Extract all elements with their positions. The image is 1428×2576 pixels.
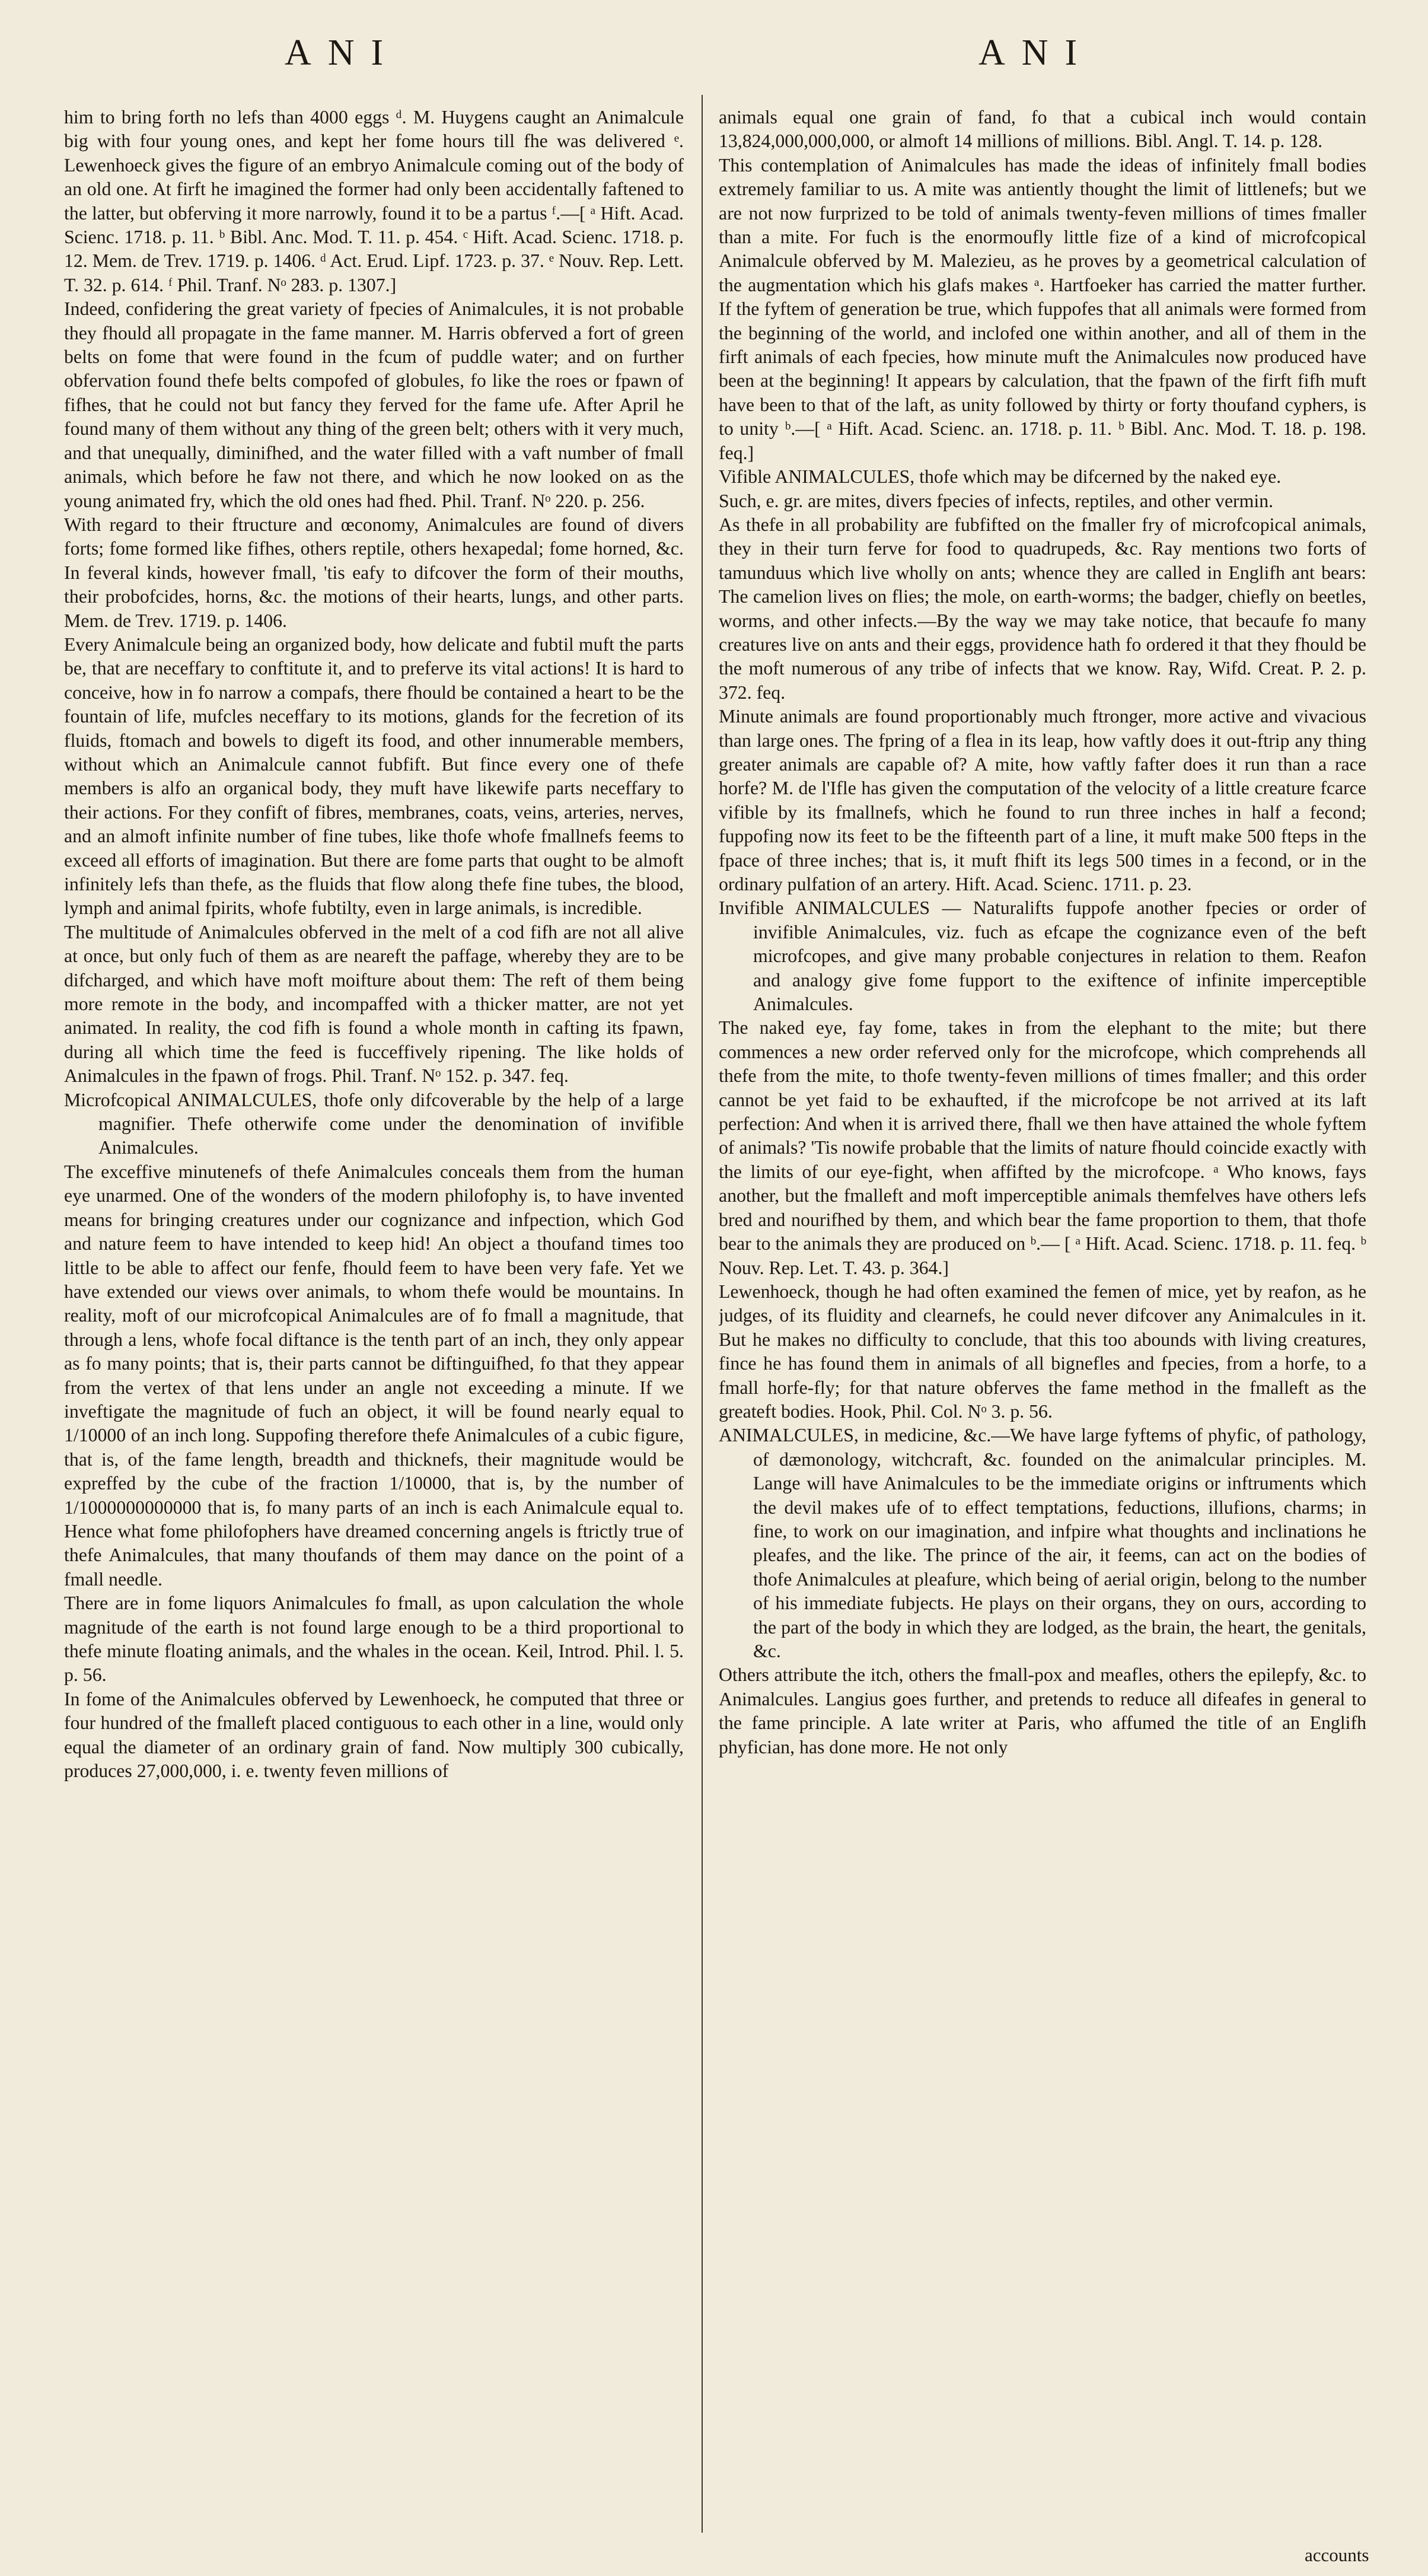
paragraph: There are in fome liquors Animalcules fo fmall, as upon calculation the whole magnitude of the earth is not found large enough to be a third proportional to thefe minute floating animals, and the whales in the ocean. Keil, Introd. Phil. l. 5. p. 56. — [64, 1593, 684, 1686]
paragraph: The naked eye, fay fome, takes in from the elephant to the mite; but there commences a new order referved only for the microfcope, which comprehends all thefe from the mite, to thofe twenty-feven millions of times fmaller; and this order cannot be yet faid to be exhaufted, if the microfcope be not arrived at its laft perfection: And when it is arrived there, fhall we then have attained the whole fyftem of animals? 'Tis nowife probable that the limits of nature fhould coincide exactly with the limits of our eye-fight, when affifted by the microfcope. ᵃ Who knows, fays another, but the fmalleft and moft imperceptible animals themfelves have others lefs bred and nourifhed by them, and which bear the fame proportion to them, that thofe bear to the animals they are produced on ᵇ.— [ ᵃ Hift. Acad. Scienc. 1718. p. 11. feq. ᵇ Nouv. Rep. Let. T. 43. p. 364.] — [719, 1017, 1366, 1278]
left-column — [64, 106, 684, 2549]
paragraph: animals equal one grain of fand, fo that a cubical inch would contain 13,824,000,000,000, or almoft 14 millions of millions. Bibl. Angl. T. 14. p. 128. — [719, 107, 1366, 152]
running-header-right: ANI — [978, 33, 1094, 73]
entry-heading-paragraph: Microfcopical ANIMALCULES, thofe only difcoverable by the help of a large magnifier. Thefe otherwife come under the denomination of invifible Animalcules. — [64, 1089, 684, 1158]
entry-heading-paragraph: ANIMALCULES, in medicine, &c.—We have large fyftems of phyfic, of pathology, of dæmonology, witchcraft, &c. founded on the animalcular principles. M. Lange will have Animalcules to be the immediate origins or inftruments which the devil makes ufe of to effect temptations, feductions, illufions, charms; in fine, to work on our imagination, and infpire what thoughts and inclinations he pleafes, and the like. The prince of the air, it feems, can act on the bodies of thofe Animalcules at pleafure, which being of aerial origin, belong to the number of his immediate fubjects. He plays on their organs, they on ours, according to the part of the body in which they are lodged, as the brain, the heart, the genitals, &c. — [719, 1425, 1366, 1661]
paragraph: Indeed, confidering the great variety of fpecies of Animalcules, it is not probable they fhould all propagate in the fame manner. M. Harris obferved a fort of green belts on fome that were found in the fcum of puddle water; and on further obfervation found thefe belts compofed of globules, fo like the roes or fpawn of fifhes, that he could not but fancy they ferved for the fame ufe. After April he found many of them without any thing of the green belt; others with it very much, and that unequally, diminifhed, and the water filled with a vaft number of fmall animals, which before he faw not there, and which he now looked on as the young animated fry, which the old ones had fhed. Phil. Tranf. Nᵒ 220. p. 256. — [64, 298, 684, 511]
paragraph: Others attribute the itch, others the fmall-pox and meafles, others the epilepfy, &c. to Animalcules. Langius goes further, and pretends to reduce all difeafes in general to the fame principle. A late writer at Paris, who affumed the title of an Englifh phyfician, has done more. He not only — [719, 1664, 1366, 1757]
paragraph: Such, e. gr. are mites, divers fpecies of infects, reptiles, and other vermin. — [719, 490, 1274, 511]
right-column — [719, 106, 1366, 2549]
paragraph: This contemplation of Animalcules has made the ideas of infinitely fmall bodies extremely familiar to us. A mite was antiently thought the limit of littlenefs; but we are not now furprized to be told of animals twenty-feven millions of times fmaller than a mite. For fuch is the enormoufly little fize of a kind of microfcopical Animalcule obferved by M. Malezieu, as he proves by a geometrical calculation of the augmentation which his glafs makes ᵃ. Hartfoeker has carried the matter further. If the fyftem of generation be true, which fuppofes that all animals were formed from the beginning of the world, and inclofed one within another, and all of them in the firft animals of each fpecies, how minute muft the Animalcules now produced have been at the beginning! It appears by calculation, that the fpawn of the firft fifh muft have been to that of the laft, as unity followed by thirty or forty thoufand cyphers, is to unity ᵇ.—[ ᵃ Hift. Acad. Scienc. an. 1718. p. 11. ᵇ Bibl. Anc. Mod. T. 18. p. 198. feq.] — [719, 154, 1366, 463]
paragraph: him to bring forth no lefs than 4000 eggs ᵈ. M. Huygens caught an Animalcule big with four young ones, and kept her fome hours till fhe was delivered ᵉ. Lewenhoeck gives the figure of an embryo Animalcule coming out of the body of an old one. At firft he imagined the former had only been accidentally faftened to the latter, but obferving it more narrowly, found it to be a partus ᶠ.—[ ᵃ Hift. Acad. Scienc. 1718. p. 11. ᵇ Bibl. Anc. Mod. T. 11. p. 454. ᶜ Hift. Acad. Scienc. 1718. p. 12. Mem. de Trev. 1719. p. 1406. ᵈ Act. Erud. Lipf. 1723. p. 37. ᵉ Nouv. Rep. Lett. T. 32. p. 614. ᶠ Phil. Tranf. Nᵒ 283. p. 1307.] — [64, 107, 684, 295]
paragraph: Every Animalcule being an organized body, how delicate and fubtil muft the parts be, that are neceffary to conftitute it, and to preferve its vital actions! It is hard to conceive, how in fo narrow a compafs, there fhould be contained a heart to be the fountain of life, mufcles neceffary to its motions, glands for the fecretion of its fluids, ftomach and bowels to digeft its food, and other innumerable members, without which an Animalcule cannot fubfift. But fince every one of thefe members is alfo an organical body, they muft have likewife parts neceffary to their actions. For they confift of fibres, membranes, coats, veins, arteries, nerves, and an almoft infinite number of fine tubes, like thofe whofe fmallnefs feems to exceed all efforts of imagination. But there are fome parts that ought to be almoft infinitely lefs than thefe, as the fluids that flow along thefe fine tubes, the blood, lymph and animal fpirits, whofe fubtilty, even in large animals, is incredible. — [64, 633, 684, 919]
entry-heading-paragraph: Invifible ANIMALCULES — Naturalifts fuppofe another fpecies or order of invifible Animalcules, viz. fuch as efcape the cognizance even of the beft microfcopes, and give many probable conjectures in relation to them. Reafon and analogy give fome fupport to the exiftence of infinite imperceptible Animalcules. — [719, 897, 1366, 1015]
paragraph: Minute animals are found proportionably much ftronger, more active and vivacious than large ones. The fpring of a flea in its leap, how vaftly does it out-ftrip any thing greater animals are capable of? A mite, how vaftly fafter does it run than a race horfe? M. de l'Ifle has given the computation of the velocity of a little creature fcarce vifible by its fmallnefs, which he found to run three inches in half a fecond; fuppofing now its feet to be the fifteenth part of a line, it muft make 500 fteps in the fpace of three inches; that is, it muft fhift its legs 500 times in a fecond, or in the ordinary pulfation of an artery. Hift. Acad. Scienc. 1711. p. 23. — [719, 706, 1366, 894]
entry-heading-paragraph: Vifible ANIMALCULES, thofe which may be difcerned by the naked eye. — [719, 466, 1282, 488]
running-header-left: ANI — [285, 33, 400, 73]
paragraph: As thefe in all probability are fubfifted on the fmaller fry of microfcopical animals, they in their turn ferve for food to quadrupeds, &c. Ray mentions two forts of tamunduus which live wholly on ants; whence they are called in Englifh ant bears: The camelion lives on flies; the mole, on earth-worms; the badger, chiefly on beetles, worms, and other infects.—By the way we may take notice, that becaufe fo many creatures live on ants and their eggs, providence hath fo ordered it that they fhould be the moft numerous of any tribe of infects that we know. Ray, Wifd. Creat. P. 2. p. 372. feq. — [719, 514, 1366, 703]
column-divider — [702, 95, 703, 2533]
catchword: accounts — [1305, 2545, 1369, 2565]
paragraph: The multitude of Animalcules obferved in the melt of a cod fifh are not all alive at once, but only fuch of them as are neareft the paffage, whereby they are to be difcharged, and which have moft moifture about them: The reft of them being more remote in the body, and incompaffed with a thicker matter, are not yet animated. In reality, the cod fifh is found a whole month in cafting its fpawn, during all which time the feed is fucceffively ripening. The like holds of Animalcules in the fpawn of frogs. Phil. Tranf. Nᵒ 152. p. 347. feq. — [64, 921, 684, 1087]
paragraph: The exceffive minutenefs of thefe Animalcules conceals them from the human eye unarmed. One of the wonders of the modern philofophy is, to have invented means for bringing creatures under our cognizance and infpection, which God and nature feem to have intended to keep hid! An object a thoufand times too little to be able to affect our fenfe, fhould feem to have been very fafe. Yet we have extended our views over animals, to whom thefe would be mountains. In reality, moft of our microfcopical Animalcules are of fo fmall a magnitude, that through a lens, whofe focal diftance is the tenth part of an inch, they only appear as fo many points; that is, their parts cannot be diftinguifhed, fo that they appear from the vertex of that lens under an angle not exceeding a minute. If we inveftigate the magnitude of fuch an object, it will be found nearly equal to 1/10000 of an inch long. Suppofing therefore thefe Animalcules of a cubic figure, that is, of the fame length, breadth and thicknefs, their magnitude would be expreffed by the cube of the fraction 1/10000, that is, by the number of 1/1000000000000 that is, fo many parts of an inch is each Animalcule equal to. Hence what fome philofophers have dreamed concerning angels is ftrictly true of thefe Animalcules, that many thoufands of them may dance on the point of a fmall needle. — [64, 1161, 684, 1590]
paragraph: In fome of the Animalcules obferved by Lewenhoeck, he computed that three or four hundred of the fmalleft placed contiguous to each other in a line, would only equal the diameter of an ordinary grain of fand. Now multiply 300 cubically, produces 27,000,000, i. e. twenty feven millions of — [64, 1688, 684, 1782]
paragraph: With regard to their ftructure and œconomy, Animalcules are found of divers forts; fome formed like fifhes, others reptile, others hexapedal; fome horned, &c. In feveral kinds, however fmall, 'tis eafy to difcover the form of their mouths, their probofcides, horns, &c. the motions of their hearts, lungs, and other parts. Mem. de Trev. 1719. p. 1406. — [64, 514, 684, 631]
paragraph: Lewenhoeck, though he had often examined the femen of mice, yet by reafon, as he judges, of its fluidity and clearnefs, he could never difcover any Animalcules in it. But he makes no difficulty to conclude, that this too abounds with living creatures, fince he has found them in animals of all bignefles and fpecies, from a horfe, to a fmall horfe-fly; for that nature obferves the fame method in the fmalleft as the greateft bodies. Hook, Phil. Col. Nᵒ 3. p. 56. — [719, 1281, 1366, 1422]
